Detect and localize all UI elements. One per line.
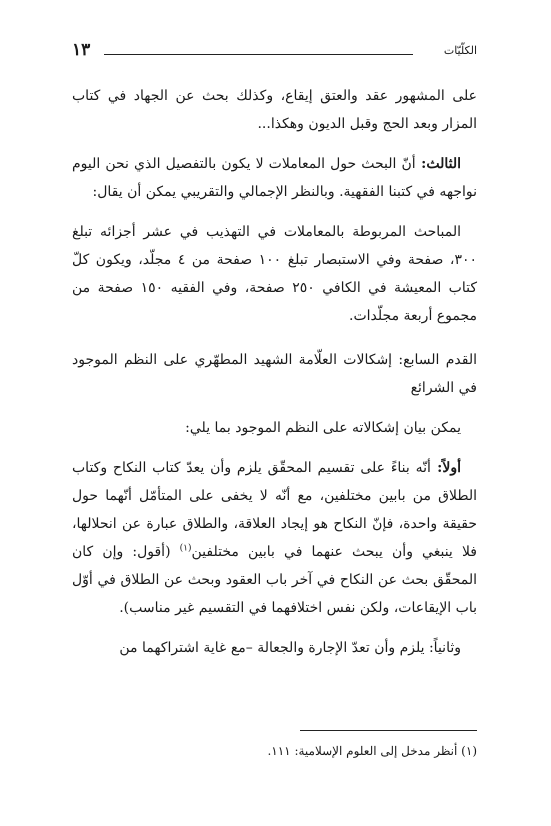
section-heading-text: القدم السابع: إشكالات العلّامة الشهيد المطهّري على النظم الموجود في الشرائع: [72, 352, 477, 396]
section-heading: [72, 346, 477, 402]
paragraph-first-point: [72, 454, 477, 622]
paragraph-third-point: [72, 150, 477, 206]
page-header: [72, 38, 477, 68]
paragraph-text: أنّ البحث حول المعاملات لا يكون بالتفصيل الذي نحن اليوم نواجهه في كتبنا الفقهية. وبالنظر الإجمالي والتقريبي يمكن أن يقال:: [72, 156, 477, 200]
page-number: ١٣: [72, 40, 91, 60]
paragraph-text: أنّه بناءً على تقسيم المحقّق يلزم وأن يعدّ كتاب النكاح وكتاب الطلاق من بابين مختلفين، مع أنّه لا يخفى على المتأمّل أنّهما حول حقيقة واحدة، فإنّ النكاح هو إيجاد العلاقة، والطلاق عبارة عن انحلالها، فلا ينبغي وأن يبحث عنهما في بابين مختلفين: [72, 460, 477, 560]
footnote-text: (١) أنظر مدخل إلى العلوم الإسلامية: ١١١.: [267, 744, 477, 758]
paragraph-text: المباحث المربوطة بالمعاملات في التهذيب في عشر أجزائه تبلغ ٣٠٠، صفحة وفي الاستبصار تبلغ ١٠٠ صفحة من ٤ مجلّد، ويكون كلّ كتاب المعيشة في الكافي ٢٥٠ صفحة، وفي الفقيه ١٥٠ صفحة من مجموع أربعة مجلّدات.: [72, 224, 478, 324]
paragraph-text: على المشهور عقد والعتق إيقاع، وكذلك بحث عن الجهاد في كتاب المزار وبعد الحج وقبل الديون وهكذا...: [72, 88, 477, 132]
footnote-ref[interactable]: (١): [179, 543, 192, 554]
paragraph-statistics: [72, 218, 477, 330]
paragraph-continuation: [72, 82, 477, 138]
footnote-rule: [300, 730, 477, 731]
running-title: الكلّيّات: [443, 44, 477, 57]
paragraph-intro: [72, 414, 477, 442]
paragraph-text: يمكن بيان إشكالاته على النظم الموجود بما يلي:: [185, 420, 461, 436]
paragraph-text-tail: (أقول: وإن كان المحقّق بحث عن النكاح في آخر باب العقود وبحث عن الطلاق في أوّل باب الإيقاعات، ولكن نفس اختلافهما في التقسيم غير مناسب).: [72, 544, 477, 616]
paragraph-second-point: [72, 634, 477, 662]
footnote: [72, 740, 477, 762]
point-label: أولاً:: [430, 460, 461, 476]
header-rule: [104, 54, 413, 55]
body-text: [72, 82, 477, 662]
point-label: الثالث:: [415, 156, 461, 172]
paragraph-text: وثانياً: يلزم وأن تعدّ الإجارة والجعالة –مع غاية اشتراكهما من: [119, 640, 461, 656]
